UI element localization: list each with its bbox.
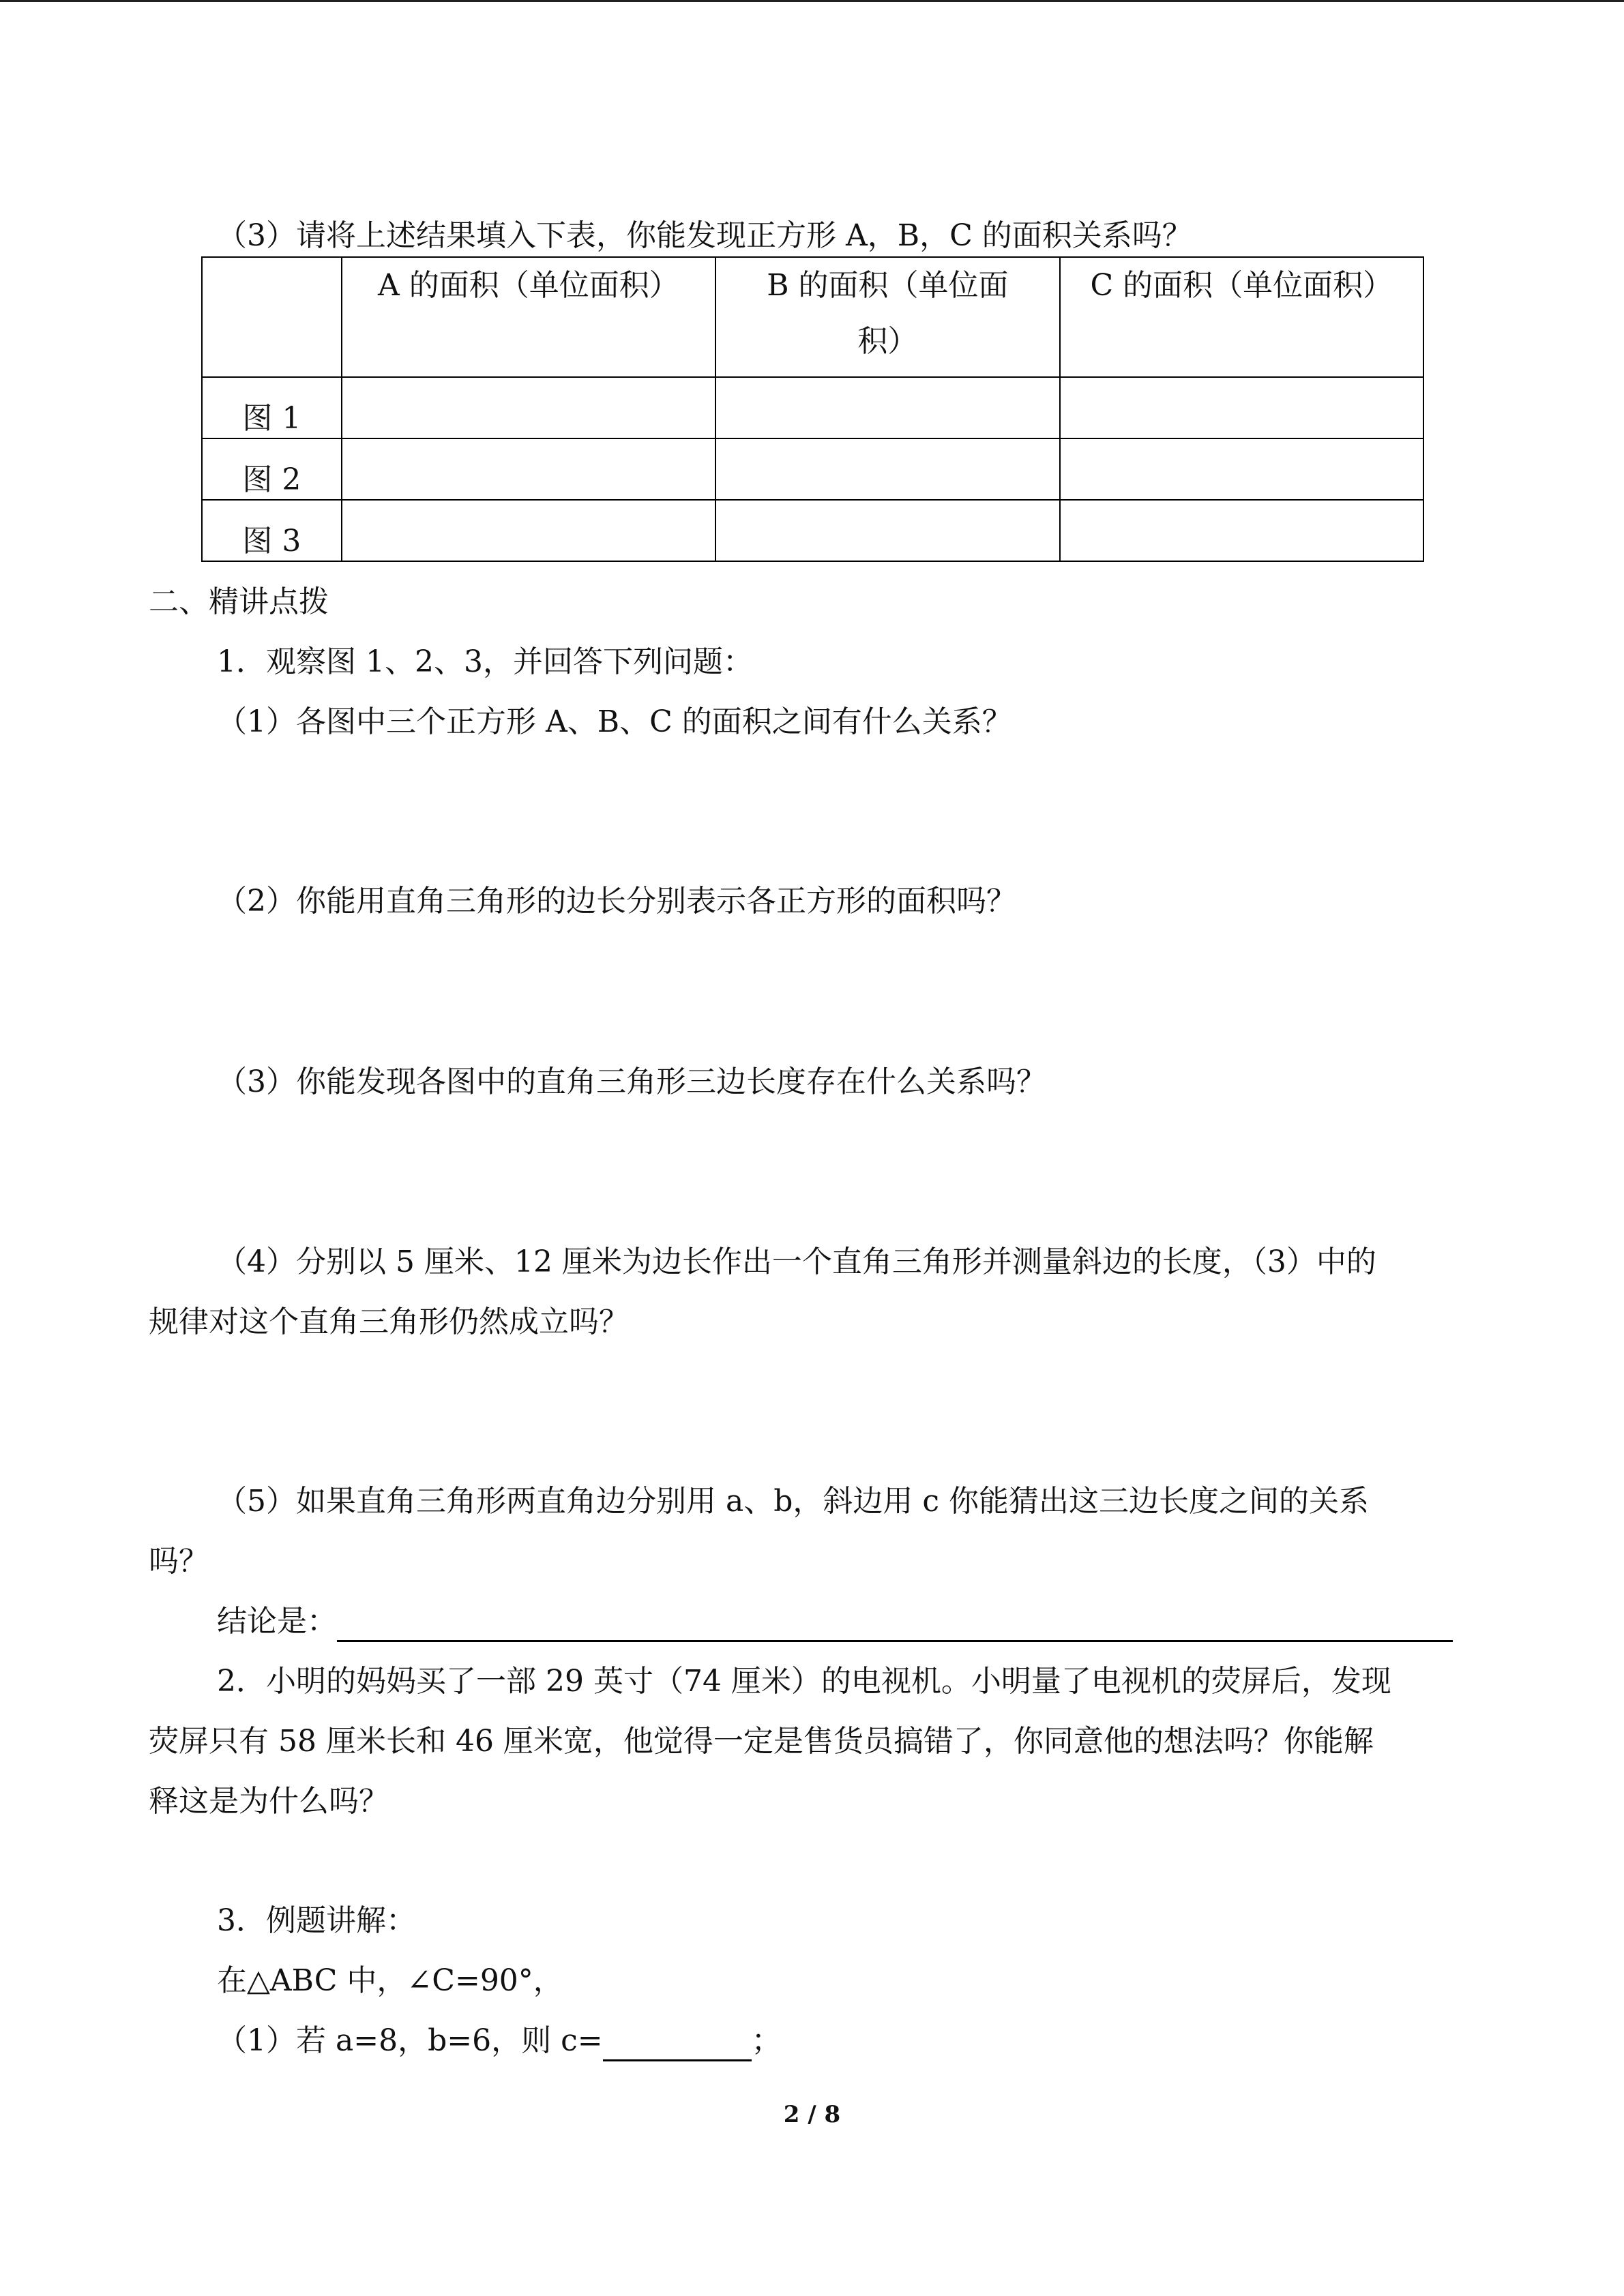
item-1-sub-2: （2）你能用直角三角形的边长分别表示各正方形的面积吗？ — [217, 884, 1016, 919]
item-3-title: 3．例题讲解： — [217, 1903, 416, 1938]
cell-b-area[interactable] — [715, 377, 1060, 438]
table-row — [202, 377, 1423, 438]
table-row — [202, 438, 1423, 500]
item-1-sub-4-line-2: 规律对这个直角三角形仍然成立吗？ — [149, 1304, 629, 1339]
item-3-sub-1-prefix: （1）若 a=8，b=6，则 c= — [217, 2023, 603, 2058]
question-3-prompt: （3）请将上述结果填入下表，你能发现正方形 A，B，C 的面积关系吗？ — [217, 218, 1192, 253]
cell-a-area[interactable] — [342, 377, 715, 438]
cell-a-area[interactable] — [342, 500, 715, 561]
cell-c-area[interactable] — [1060, 500, 1423, 561]
item-1-title: 1．观察图 1、2、3，并回答下列问题： — [217, 644, 753, 679]
header-cell-b: B 的面积（单位面积） — [715, 257, 1060, 377]
row-label-cell: 图 3 — [202, 500, 342, 561]
section-2-title: 二、精讲点拨 — [149, 584, 329, 619]
conclusion-label: 结论是： — [217, 1604, 337, 1639]
cell-b-area[interactable] — [715, 438, 1060, 500]
answer-c-blank[interactable] — [603, 2025, 752, 2061]
page-number: 2 / 8 — [783, 2101, 841, 2128]
item-3-sub-1 — [217, 2021, 782, 2061]
item-2-line-1: 2．小明的妈妈买了一部 29 英寸（74 厘米）的电视机。小明量了电视机的荧屏后，发现 — [217, 1664, 1391, 1699]
table-header-row — [202, 257, 1423, 377]
item-1-sub-1: （1）各图中三个正方形 A、B、C 的面积之间有什么关系？ — [217, 704, 1012, 739]
cell-a-area[interactable] — [342, 438, 715, 500]
row-label-cell: 图 1 — [202, 377, 342, 438]
item-2-line-2: 荧屏只有 58 厘米长和 46 厘米宽，他觉得一定是售货员搞错了，你同意他的想法吗？你能解 — [149, 1724, 1374, 1759]
header-cell-empty — [202, 257, 342, 377]
header-cell-c: C 的面积（单位面积） — [1060, 257, 1423, 377]
item-2-line-3: 释这是为什么吗？ — [149, 1784, 389, 1819]
row-label-cell: 图 2 — [202, 438, 342, 500]
header-cell-a: A 的面积（单位面积） — [342, 257, 715, 377]
cell-c-area[interactable] — [1060, 438, 1423, 500]
cell-b-area[interactable] — [715, 500, 1060, 561]
area-table — [201, 256, 1424, 562]
cell-c-area[interactable] — [1060, 377, 1423, 438]
item-1-sub-3: （3）你能发现各图中的直角三角形三边长度存在什么关系吗？ — [217, 1064, 1046, 1099]
item-1-sub-4-line-1: （4）分别以 5 厘米、12 厘米为边长作出一个直角三角形并测量斜边的长度，（3）中的 — [217, 1244, 1376, 1279]
item-3-given: 在△ABC 中，∠C=90°， — [217, 1963, 563, 1998]
conclusion-blank[interactable] — [337, 1606, 1453, 1642]
item-3-sub-1-suffix: ； — [751, 2023, 782, 2058]
item-1-sub-5-line-1: （5）如果直角三角形两直角边分别用 a、b，斜边用 c 你能猜出这三边长度之间的关系 — [217, 1484, 1369, 1519]
item-1-sub-5-line-2: 吗？ — [149, 1544, 209, 1579]
table-row — [202, 500, 1423, 561]
page-top-border — [0, 0, 1624, 2]
conclusion-line — [217, 1601, 1453, 1642]
